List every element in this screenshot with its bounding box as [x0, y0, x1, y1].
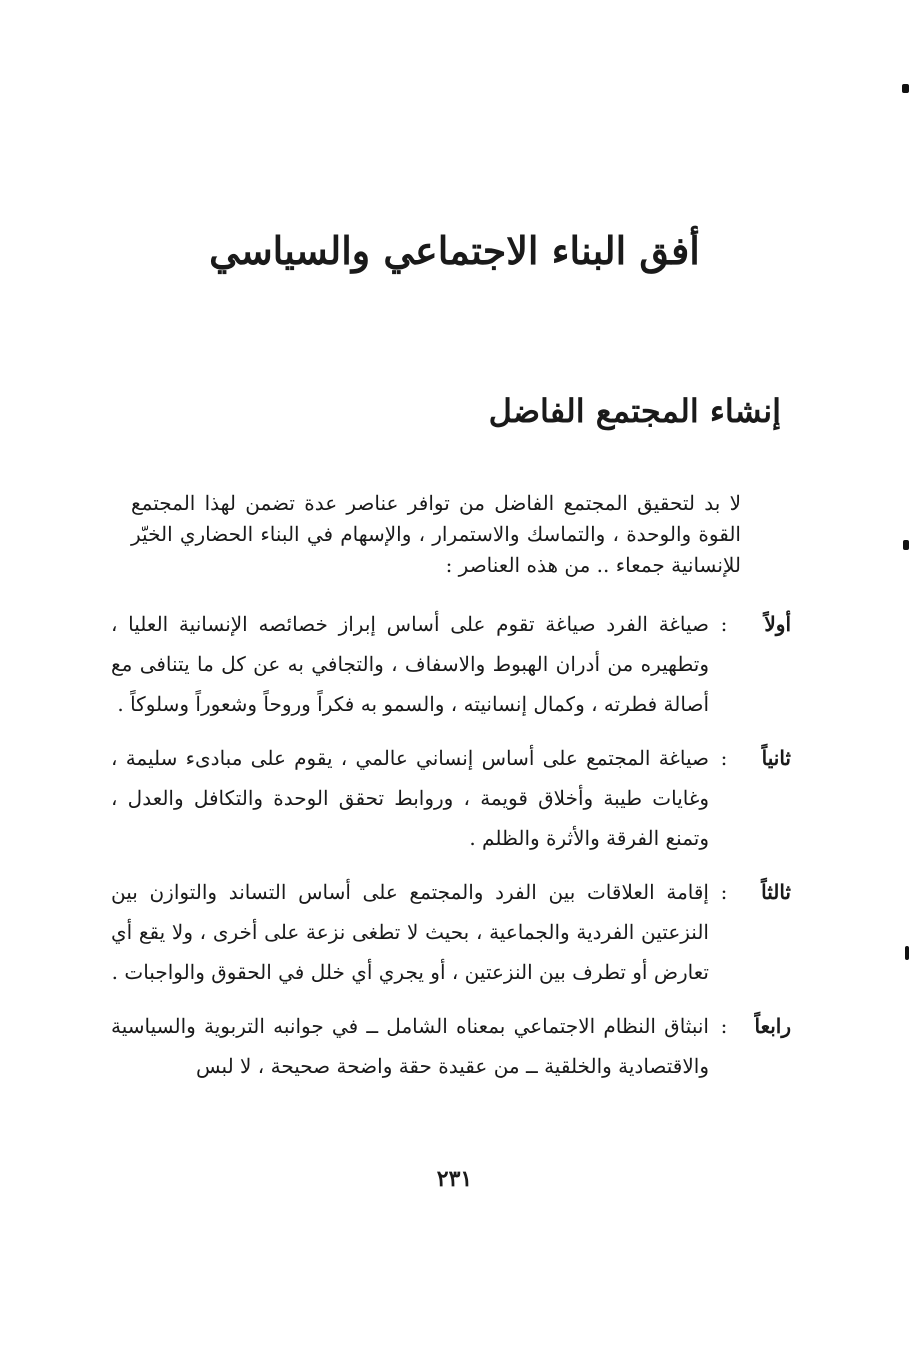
item-colon: :: [720, 612, 728, 636]
item-colon: :: [720, 880, 728, 904]
item-text: صياغة الفرد صياغة تقوم على أساس إبراز خصائصه الإنسانية العليا ، وتطهيره من أدران الهبوط والاسفاف ، والتجافي به عن كل ما يتنافى مع أصالة فطرته ، وكمال إنسانيته ، والسمو به فكراً وروحاً وشعوراً وسلوكاً .: [111, 612, 709, 716]
item-label: رابعاً: [754, 1014, 791, 1038]
list-item: [111, 604, 791, 724]
scan-mark-top: [902, 84, 909, 93]
item-text: انبثاق النظام الاجتماعي بمعناه الشامل ــ في جوانبه التربوية والسياسية والاقتصادية والخلقية ــ من عقيدة حقة واضحة صحيحة ، لا لبس: [111, 1014, 709, 1078]
scan-mark-middle: [903, 540, 909, 550]
item-colon: :: [720, 746, 728, 770]
list-item: [111, 872, 791, 992]
item-text: إقامة العلاقات بين الفرد والمجتمع على أساس التساند والتوازن بين النزعتين الفردية والجماعية ، بحيث لا تطغى نزعة على أخرى ، ولا يقع أي تعارض أو تطرف بين النزعتين ، أو يجري أي خلل في الحقوق والواجبات .: [111, 880, 709, 984]
page-number: ٢٣١: [436, 1166, 473, 1192]
section-title: إنشاء المجتمع الفاضل: [488, 392, 781, 430]
item-colon: :: [720, 1014, 728, 1038]
elements-list: [111, 604, 791, 1100]
item-label: ثالثاً: [761, 880, 791, 904]
chapter-title: أفق البناء الاجتماعي والسياسي: [209, 228, 700, 273]
intro-paragraph: لا بد لتحقيق المجتمع الفاضل من توافر عناصر عدة تضمن لهذا المجتمع القوة والوحدة ، والتماسك والاستمرار ، والإسهام في البناء الحضاري الخيّر للإنسانية جمعاء .. من هذه العناصر :: [131, 491, 741, 577]
list-item: [111, 738, 791, 858]
item-label: ثانياً: [761, 746, 791, 770]
item-text: صياغة المجتمع على أساس إنساني عالمي ، يقوم على مبادىء سليمة ، وغايات طيبة وأخلاق قويمة ، وروابط تحقق الوحدة والتكافل والعدل ، وتمنع الفرقة والأثرة والظلم .: [111, 746, 709, 850]
scan-mark-lower: [905, 946, 909, 960]
item-label: أولاً: [764, 612, 791, 636]
list-item: [111, 1006, 791, 1086]
